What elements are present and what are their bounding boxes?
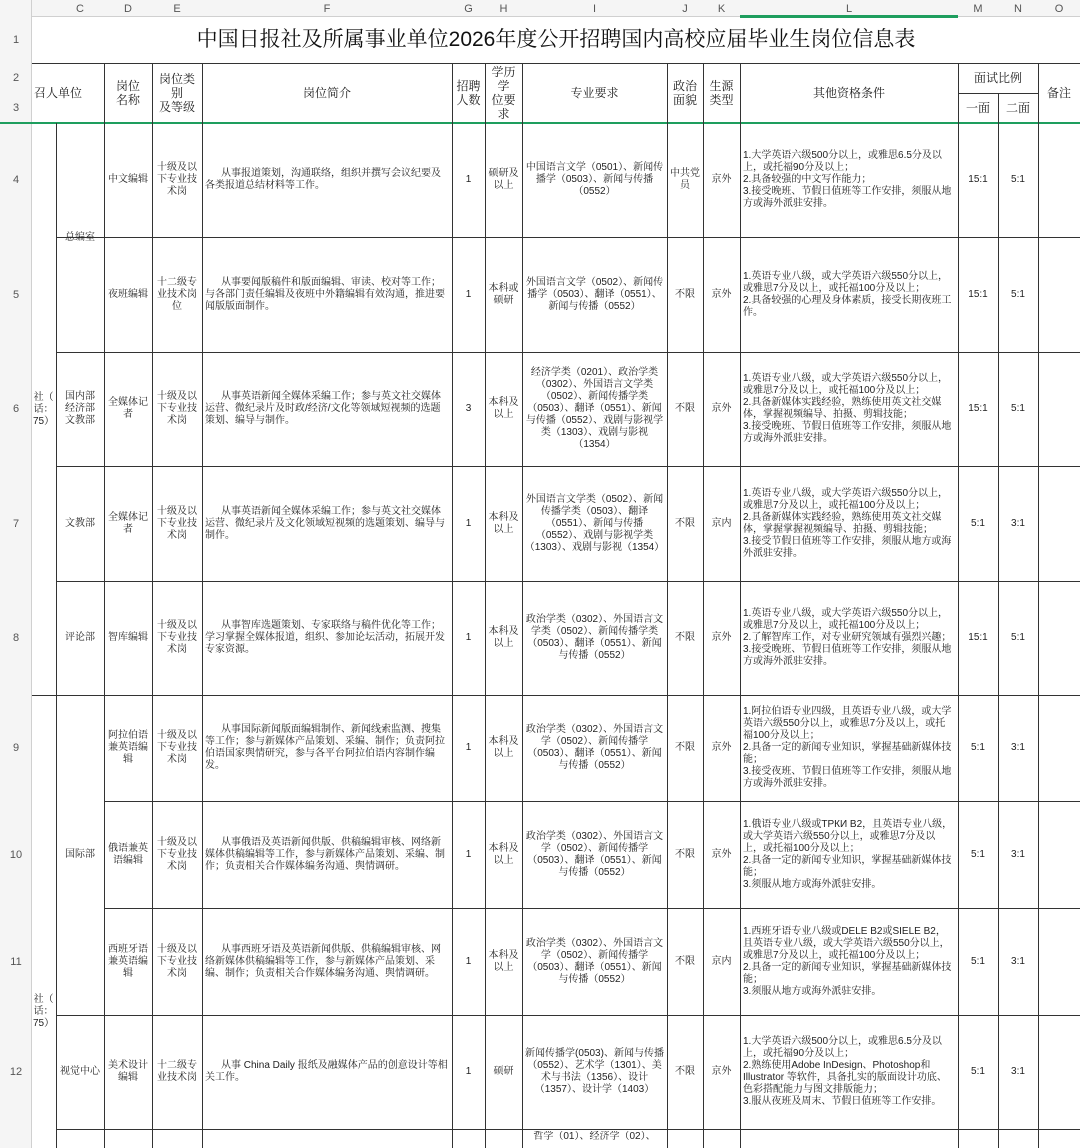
header-post-name: 岗位 名称	[115, 79, 140, 107]
dept-pinglun: 评论部	[65, 632, 95, 643]
political-status: 不限	[675, 742, 695, 753]
post-level: 十级及以 下专业技 术岗	[157, 730, 197, 765]
other-conditions: 1.英语专业八级，或大学英语六级550分以上，或雅思7分及以上，或托福100分及以上； 2.具备新媒体实践经验，熟练使用英文社交媒体，掌握掌握视频编导、拍摄、剪辑技能； 3.接受节假日值班等工作安排，须服从地方或海外派驻安排。	[743, 487, 952, 559]
education: 本科及 以上	[488, 949, 519, 973]
post-level: 十二级专 业技术岗	[157, 1060, 197, 1083]
other-conditions: 1.大学英语六级500分以上，或雅思6.5分及以上，或托福90分及以上； 2.具备较强的中文写作能力； 3.接受晚班、节假日值班等工作安排，须服从地方或海外派驻安排。	[743, 150, 952, 209]
dept-guoji: 国际部	[65, 849, 95, 860]
post-intro: 从事英语新闻全媒体采编工作；参与英文社交媒体运营、微纪录片及文化领域短视频的选题策划、编导与制作。	[205, 505, 445, 541]
partial-row-major: 哲学（01）、经济学（02）、	[533, 1131, 656, 1142]
ratio-first: 5:1	[971, 955, 985, 967]
post-name: 美术设计 编辑	[108, 1060, 148, 1083]
sheet-title: 中国日报社及所属事业单位2026年度公开招聘国内高校应届毕业生岗位信息表	[196, 28, 916, 51]
post-intro: 从事要闻版稿件和版面编辑、审读、校对等工作；与各部门责任编辑及夜班中外籍编辑有效沟通，推进要闻版版面制作。	[205, 276, 445, 312]
education: 本科及 以上	[488, 842, 519, 866]
education: 本科或 硕研	[488, 282, 519, 306]
recruit-count: 1	[465, 632, 472, 643]
political-status: 不限	[675, 848, 695, 860]
row-number-6[interactable]: 6	[12, 403, 20, 415]
origin-type: 京外	[711, 174, 732, 185]
row-number-3[interactable]: 3	[12, 102, 20, 114]
ratio-first: 5:1	[971, 742, 985, 753]
ratio-first: 5:1	[971, 517, 985, 529]
post-intro: 从事报道策划，沟通联络，组织并撰写会议纪要及各类报道总结材料等工作。	[205, 168, 441, 191]
post-level: 十级及以 下专业技 术岗	[157, 391, 197, 426]
political-status: 不限	[675, 517, 695, 529]
header-ratio-first: 一面	[965, 101, 990, 115]
recruit-count: 1	[465, 174, 472, 185]
post-level: 十二级专 业技术岗 位	[157, 276, 197, 312]
education: 本科及 以上	[488, 626, 519, 649]
column-letter-c[interactable]: C	[76, 2, 84, 15]
post-level: 十级及以 下专业技 术岗	[157, 943, 197, 979]
recruit-count: 1	[465, 955, 472, 967]
post-level: 十级及以 下专业技 术岗	[157, 836, 197, 872]
other-conditions: 1.大学英语六级500分以上，或雅思6.5分及以上，或托福90分及以上； 2.熟练使用Adobe InDesign、Photoshop和Illustrator 等软件，具备扎实的版面设计功底、色彩搭配能力与图文排版能力； 3.服从夜班及周末、节假日值班等工作安排。	[743, 1036, 947, 1107]
row-number-5[interactable]: 5	[12, 288, 20, 301]
origin-type: 京外	[711, 848, 732, 860]
other-conditions: 1.俄语专业八级或ТРКИ B2，且英语专业八级，或大学英语六级550分以上，或雅思7分及以上，或托福100分及以上； 2.具备一定的新闻专业知识，掌握基础新媒体技能； 3.须服从地方或海外派驻安排。	[743, 818, 953, 890]
dept-zongbian: 总编室	[65, 231, 95, 243]
origin-type: 京外	[711, 288, 732, 300]
post-name: 中文编辑	[108, 174, 148, 185]
education: 硕研及 以上	[488, 168, 519, 191]
ratio-first: 15:1	[968, 403, 988, 414]
political-status: 中共党 员	[670, 168, 700, 191]
column-letter-g[interactable]: G	[464, 2, 473, 15]
post-intro: 从事国际新闻版面编辑制作、新闻线索监测、搜集等工作；参与新媒体产品策划、采编、制作；负责阿拉伯语国家舆情研究，参与各平台阿拉伯语内容制作编发。	[205, 724, 445, 771]
column-letter-o[interactable]: O	[1054, 2, 1064, 15]
post-intro: 从事 China Daily 报纸及融媒体产品的创意设计等相关工作。	[205, 1060, 448, 1083]
ratio-second: 3:1	[1011, 517, 1025, 529]
post-name: 阿拉伯语 兼英语编 辑	[108, 730, 148, 765]
major-requirement: 外国语言文学类（0502）、新闻传播学类（0503）、翻译（0551）、新闻与传播（0552）、戏剧与影视学类（1303）、戏剧与影视（1354）	[524, 493, 665, 553]
column-letter-i[interactable]: I	[592, 2, 597, 15]
row-number-8[interactable]: 8	[12, 632, 20, 644]
major-requirement: 政治学类（0302）、外国语言文学（0502）、新闻传播学（0503）、翻译（0551）、新闻与传播（0552）	[525, 830, 664, 878]
header-origin: 生源 类型	[709, 79, 734, 107]
post-intro: 从事西班牙语及英语新闻供版、供稿编辑审核、网络新媒体供稿编辑等工作，参与新媒体产品策划、采编、制作；负责相关合作媒体编务沟通、舆情调研。	[205, 943, 441, 979]
row-number-2[interactable]: 2	[12, 72, 20, 84]
post-intro: 从事英语新闻全媒体采编工作；参与英文社交媒体运营、微纪录片及时政/经济/文化等领域短视频的选题策划、编导与制作。	[205, 391, 441, 426]
ratio-first: 15:1	[968, 288, 988, 300]
ratio-first: 5:1	[971, 848, 985, 860]
ratio-second: 5:1	[1011, 288, 1025, 300]
post-name: 夜班编辑	[108, 288, 148, 300]
org-fragment-bottom: 社（ 话： 75）	[33, 994, 55, 1029]
political-status: 不限	[675, 288, 695, 300]
column-letter-k[interactable]: K	[717, 2, 726, 15]
education: 本科及 以上	[488, 511, 519, 535]
origin-type: 京外	[711, 403, 732, 414]
row-number-11[interactable]: 11	[10, 955, 22, 968]
column-letter-d[interactable]: D	[124, 2, 132, 15]
education: 本科及 以上	[488, 736, 519, 759]
ratio-second: 3:1	[1011, 1066, 1025, 1077]
org-fragment-top: 社（ 话： 75）	[33, 392, 55, 427]
row-number-12[interactable]: 12	[9, 1066, 23, 1078]
major-requirement: 中国语言文学（0501）、新闻传播学（0503）、新闻与传播（0552）	[525, 162, 664, 197]
ratio-second: 3:1	[1011, 955, 1025, 967]
post-name: 智库编辑	[108, 632, 148, 643]
major-requirement: 政治学类（0302）、外国语言文学（0502）、新闻传播学（0503）、翻译（0551）、新闻与传播（0552）	[525, 937, 664, 985]
recruit-count: 1	[465, 517, 472, 529]
post-level: 十级及以 下专业技 术岗	[157, 505, 197, 541]
origin-type: 京内	[711, 517, 732, 529]
ratio-second: 3:1	[1011, 848, 1025, 860]
political-status: 不限	[675, 1066, 695, 1077]
other-conditions: 1.阿拉伯语专业四级，且英语专业八级，或大学英语六级550分以上，或雅思7分及以上，或托福100分及以上； 2.具备一定的新闻专业知识，掌握基础新媒体技能； 3.接受夜班、节假日值班等工作安排，须服从地方或海外派驻安排。	[743, 706, 952, 789]
column-letter-f[interactable]: F	[323, 2, 331, 15]
column-letter-l[interactable]: L	[845, 2, 853, 15]
major-requirement: 外国语言文学（0502）、新闻传播学（0503）、翻译（0551）、新闻与传播（0552）	[525, 276, 664, 312]
header-ratio-second: 二面	[1005, 101, 1030, 115]
column-letter-n[interactable]: N	[1014, 2, 1022, 15]
post-name: 全媒体记 者	[108, 511, 148, 535]
header-post-intro: 岗位简介	[302, 86, 351, 100]
major-requirement: 新闻传播学(0503)、新闻与传播（0552）、艺术学（1301）、美术与书法（1356）、设计（1357）、设计学（1403）	[525, 1048, 664, 1095]
column-letter-m[interactable]: M	[973, 2, 983, 15]
ratio-first: 15:1	[968, 632, 988, 643]
post-level: 十级及以 下专业技 术岗	[157, 162, 197, 197]
row-number-7[interactable]: 7	[12, 517, 20, 530]
other-conditions: 1.西班牙语专业八级或DELE B2或SIELE B2，且英语专业八级，或大学英语六级550分以上，或雅思7分及以上，或托福100分及以上； 2.具备一定的新闻专业知识，掌握基础新媒体技能； 3.须服从地方或海外派驻安排。	[743, 925, 952, 997]
column-letter-j[interactable]: J	[682, 2, 688, 15]
row-number-10[interactable]: 10	[9, 848, 23, 861]
post-name: 俄语兼英 语编辑	[108, 842, 148, 866]
other-conditions: 1.英语专业八级，或大学英语六级550分以上，或雅思7分及以上，或托福100分及以上； 2.具备新媒体实践经验，熟练使用英文社交媒体，掌握视频编导、拍摄、剪辑技能； 3.接受晚班、节假日值班等工作安排，须服从地方或海外派驻安排。	[743, 373, 952, 444]
header-count: 招聘 人数	[456, 79, 481, 107]
origin-type: 京外	[711, 1066, 732, 1077]
dept-wenjiao: 文教部	[65, 517, 95, 529]
recruit-count: 1	[465, 288, 472, 300]
recruit-count: 1	[465, 848, 472, 860]
education: 硕研	[493, 1066, 514, 1077]
ratio-second: 5:1	[1011, 403, 1025, 414]
major-requirement: 政治学类（0302）、外国语言文学（0502）、新闻传播学（0503）、翻译（0551）、新闻与传播（0552）	[525, 724, 664, 771]
dept-guonei: 国内部 经济部 文教部	[65, 391, 95, 426]
ratio-second: 5:1	[1011, 174, 1025, 185]
origin-type: 京内	[711, 955, 732, 967]
major-requirement: 经济学类（0201）、政治学类（0302）、外国语言文学类（0502）、新闻传播学类（0503）、翻译（0551）、新闻与传播（0552）、戏剧与影视学类（1303）、戏剧与影视（1354）	[525, 367, 664, 450]
recruit-count: 1	[465, 742, 472, 753]
post-name: 全媒体记 者	[108, 397, 148, 420]
post-intro: 从事智库选题策划、专家联络与稿件优化等工作；学习掌握全媒体报道，组织、参加论坛活动，拓展开发专家资源。	[205, 620, 445, 655]
ratio-second: 3:1	[1011, 742, 1025, 753]
header-note: 备注	[1046, 86, 1071, 100]
post-name: 西班牙语 兼英语编 辑	[108, 943, 148, 979]
post-level: 十级及以 下专业技 术岗	[157, 620, 197, 655]
political-status: 不限	[675, 955, 695, 967]
row-number-1[interactable]: 1	[12, 34, 20, 46]
other-conditions: 1.英语专业八级，或大学英语六级550分以上，或雅思7分及以上，或托福100分及以上； 2.了解智库工作，对专业研究领域有强烈兴趣； 3.接受晚班、节假日值班等工作安排，须服从地方或海外派驻安排。	[743, 608, 952, 667]
political-status: 不限	[675, 632, 695, 643]
ratio-second: 5:1	[1011, 632, 1025, 643]
header-post-level: 岗位类别 及等级	[158, 72, 195, 114]
header-politics: 政治 面貌	[672, 79, 697, 107]
header-interview-ratio: 面试比例	[973, 71, 1022, 85]
origin-type: 京外	[711, 632, 732, 643]
dept-shijue: 视觉中心	[60, 1066, 100, 1077]
column-letter-h[interactable]: H	[499, 2, 508, 15]
recruit-count: 3	[465, 403, 472, 414]
header-other-conditions: 其他资格条件	[812, 86, 885, 100]
post-intro: 从事俄语及英语新闻供版、供稿编辑审核、网络新媒体供稿编辑等工作，参与新媒体产品策划、采编、制作；负责相关合作媒体编务沟通、舆情调研。	[205, 836, 445, 872]
column-letter-e[interactable]: E	[173, 2, 181, 15]
row-number-4[interactable]: 4	[12, 174, 20, 186]
political-status: 不限	[675, 403, 695, 414]
education: 本科及 以上	[488, 397, 519, 420]
major-requirement: 政治学类（0302）、外国语言文学类（0502）、新闻传播学类（0503）、翻译（0551）、新闻与传播（0552）	[525, 614, 664, 661]
row-number-9[interactable]: 9	[12, 742, 20, 754]
origin-type: 京外	[711, 742, 732, 753]
other-conditions: 1.英语专业八级，或大学英语六级550分以上，或雅思7分及以上，或托福100分及以上； 2.具备较强的心理及身体素质，接受长期夜班工作。	[743, 270, 952, 318]
ratio-first: 5:1	[971, 1066, 985, 1077]
recruit-count: 1	[465, 1066, 472, 1077]
header-major: 专业要求	[570, 86, 619, 100]
ratio-first: 15:1	[968, 174, 988, 185]
header-recruiting-unit: 召人单位	[34, 86, 83, 100]
header-education: 学历学 位要求	[491, 65, 516, 121]
